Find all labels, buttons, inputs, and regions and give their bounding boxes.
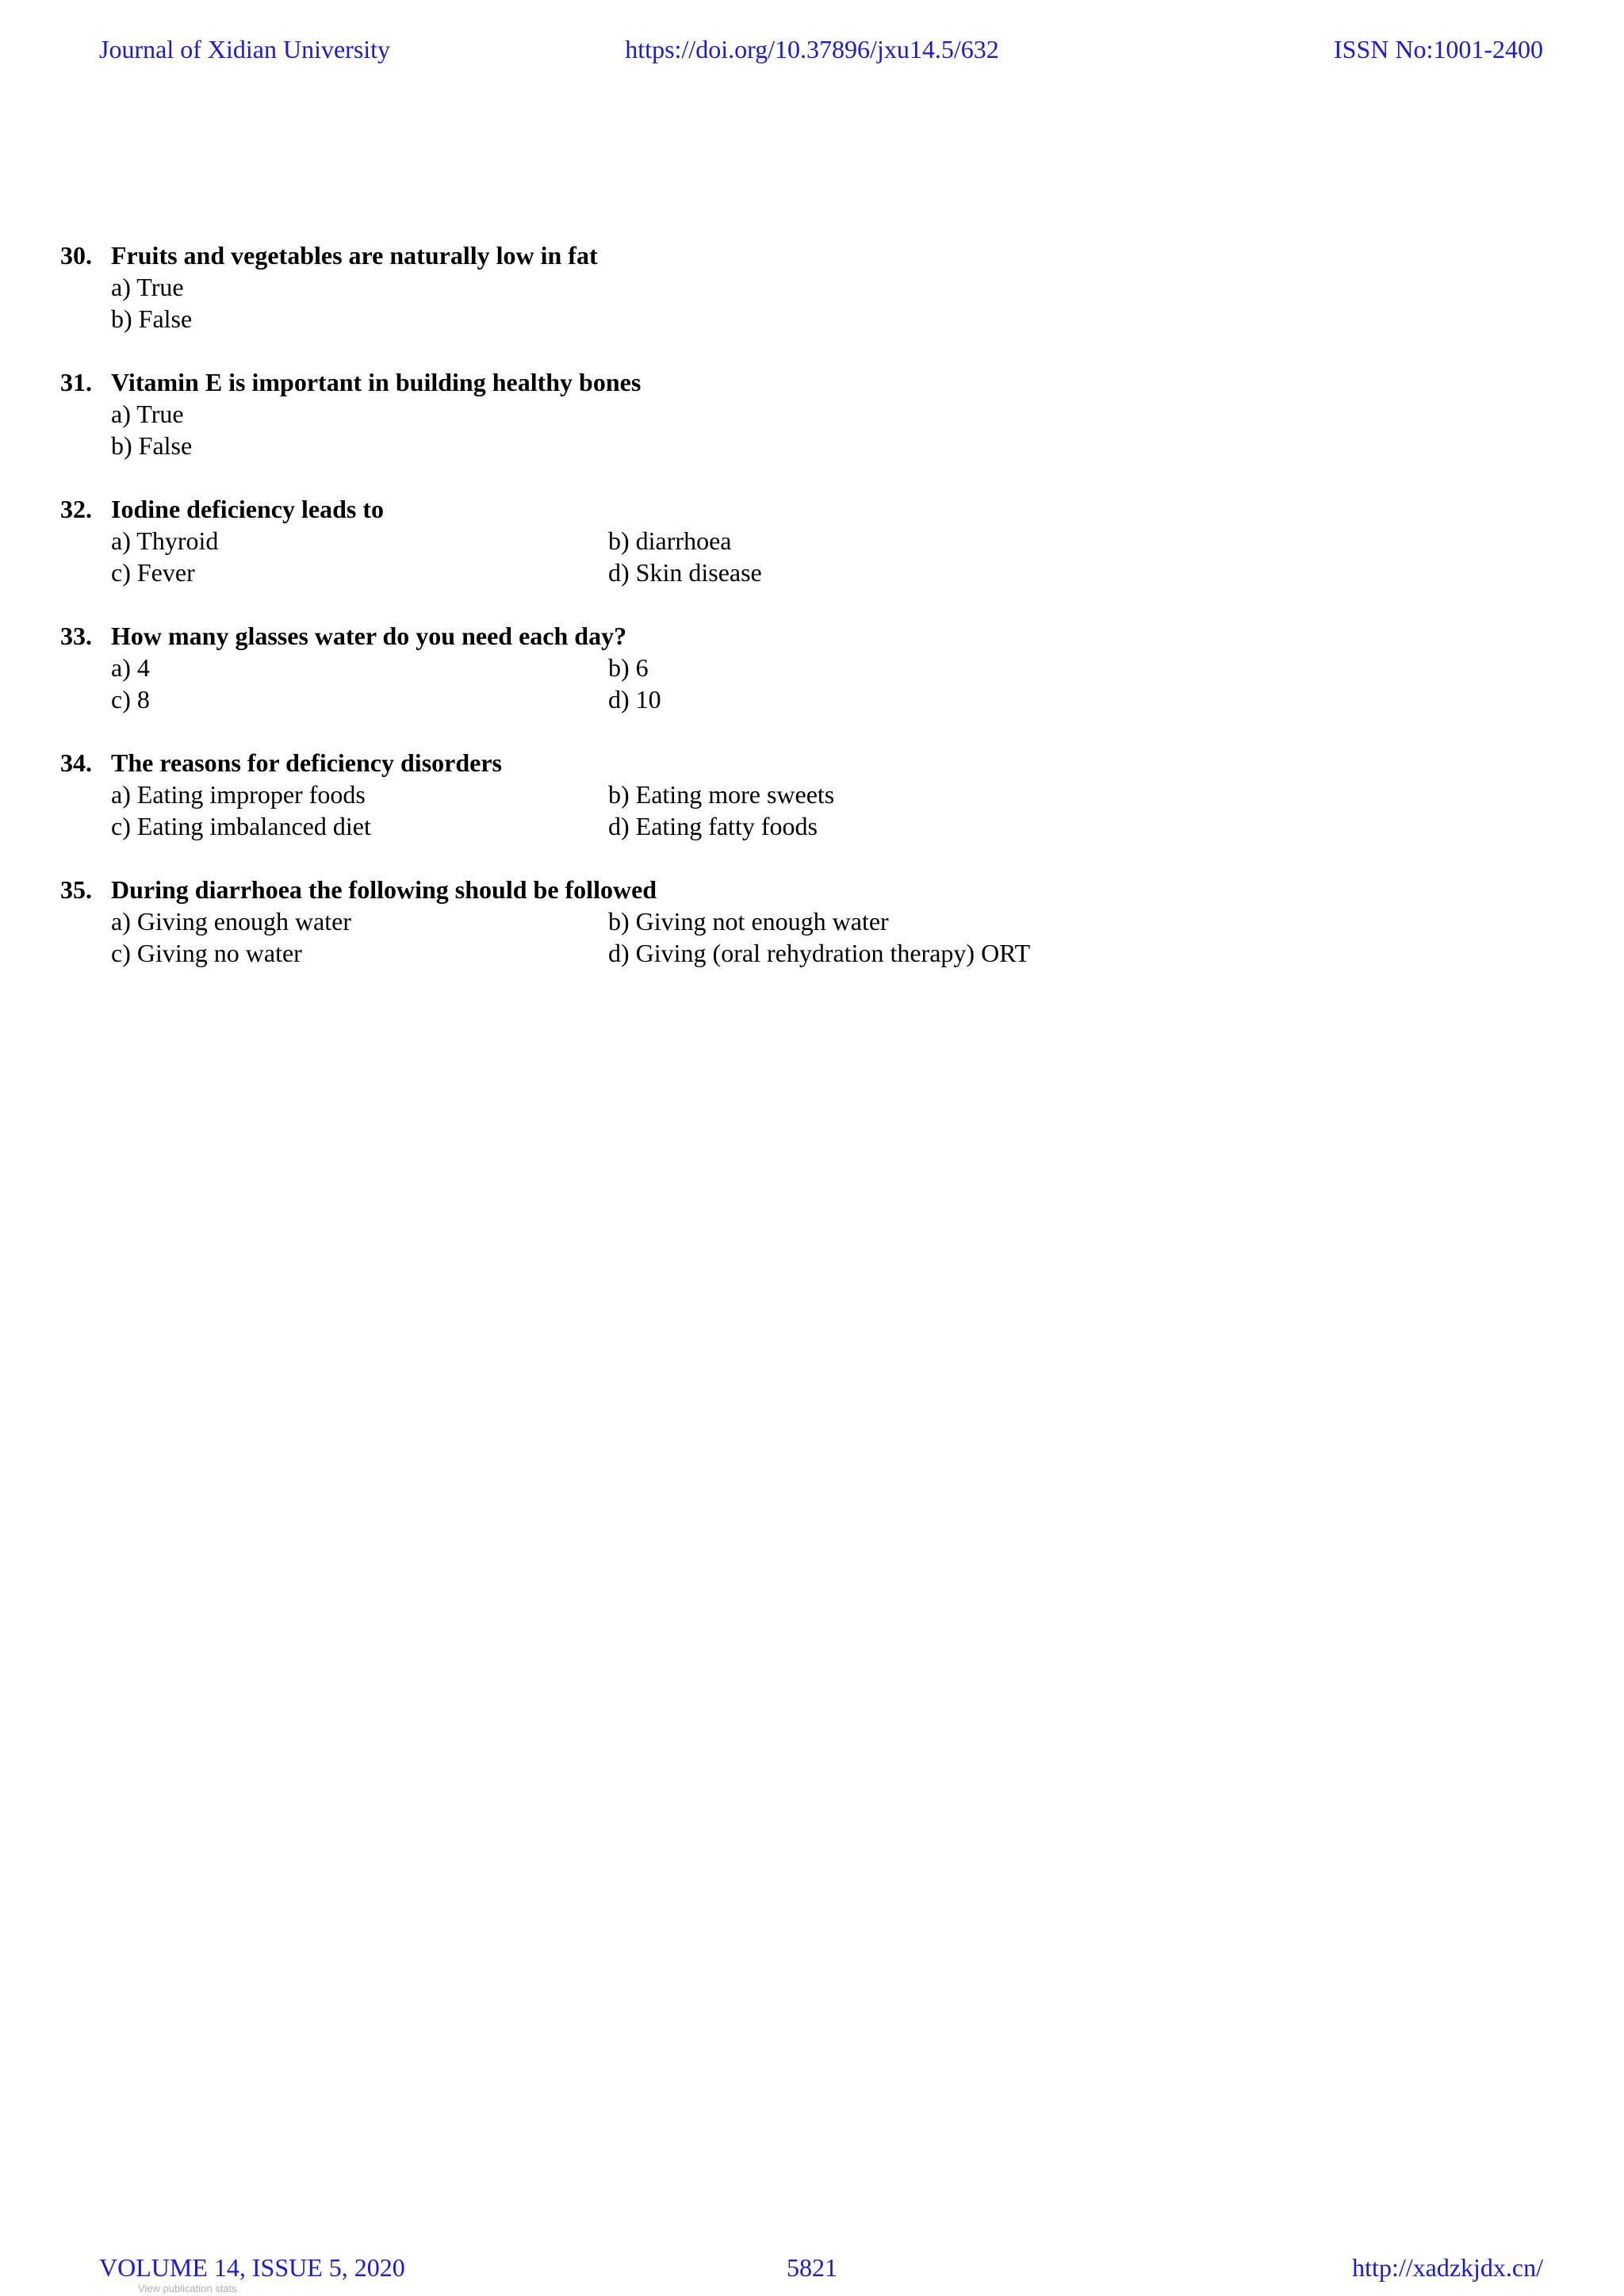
answer-option: a) True (111, 400, 184, 428)
issn-label: ISSN No:1001-2400 (1333, 35, 1543, 63)
answer-options (60, 779, 1408, 842)
question-text: Fruits and vegetables are naturally low in fat (111, 241, 598, 270)
question-title (60, 493, 1408, 525)
question-35 (60, 874, 1408, 969)
question-number: 31. (60, 368, 92, 396)
journal-name-link[interactable]: Journal of Xidian University (99, 35, 391, 63)
journal-url-link[interactable]: http://xadzkjdx.cn/ (1352, 2253, 1543, 2282)
answer-options (60, 525, 1408, 588)
question-text: Iodine deficiency leads to (111, 495, 384, 523)
answer-option: b) False (111, 304, 193, 333)
option-row (111, 398, 1408, 430)
answer-option: a) Giving enough water (111, 907, 352, 936)
view-publication-stats-link[interactable]: View publication stats (138, 2283, 237, 2294)
question-30 (60, 239, 1408, 335)
question-title (60, 874, 1408, 905)
answer-option: c) Giving no water (111, 939, 302, 967)
answer-options (60, 652, 1408, 715)
option-row (111, 271, 1408, 303)
answer-options (60, 271, 1408, 335)
question-number: 32. (60, 495, 92, 523)
page-number: 5821 (787, 2253, 837, 2282)
answer-option: b) False (111, 431, 193, 460)
option-row (111, 779, 1408, 810)
question-title (60, 747, 1408, 779)
answer-option: b) 6 (608, 653, 649, 682)
question-title (60, 620, 1408, 652)
answer-option: c) 8 (111, 685, 150, 714)
answer-option: b) Eating more sweets (608, 780, 835, 809)
question-text: Vitamin E is important in building healthy bones (111, 368, 642, 396)
option-row (111, 905, 1408, 937)
answer-option: a) 4 (111, 653, 150, 682)
question-text: How many glasses water do you need each day? (111, 622, 627, 650)
question-list (60, 239, 1408, 1001)
answer-option: b) diarrhoea (608, 526, 732, 555)
answer-option: d) 10 (608, 685, 661, 714)
question-text: The reasons for deficiency disorders (111, 748, 502, 777)
answer-option: a) Thyroid (111, 526, 219, 555)
question-32 (60, 493, 1408, 588)
doi-link[interactable]: https://doi.org/10.37896/jxu14.5/632 (625, 35, 999, 63)
question-title (60, 239, 1408, 271)
question-number: 35. (60, 875, 92, 904)
page-header (0, 32, 1624, 67)
question-31 (60, 366, 1408, 461)
option-row (111, 557, 1408, 588)
answer-option: b) Giving not enough water (608, 907, 889, 936)
question-34 (60, 747, 1408, 842)
answer-options (60, 905, 1408, 969)
answer-option: a) Eating improper foods (111, 780, 366, 809)
option-row (111, 525, 1408, 557)
option-row (111, 652, 1408, 683)
question-number: 30. (60, 241, 92, 270)
option-row (111, 683, 1408, 715)
question-text: During diarrhoea the following should be followed (111, 875, 657, 904)
answer-option: a) True (111, 273, 184, 301)
answer-options (60, 398, 1408, 461)
question-number: 34. (60, 748, 92, 777)
option-row (111, 810, 1408, 842)
question-title (60, 366, 1408, 398)
answer-option: d) Skin disease (608, 558, 762, 587)
question-number: 33. (60, 622, 92, 650)
answer-option: d) Giving (oral rehydration therapy) ORT (608, 939, 1031, 967)
option-row (111, 303, 1408, 335)
question-33 (60, 620, 1408, 715)
answer-option: c) Fever (111, 558, 195, 587)
page-footer (0, 2250, 1624, 2285)
answer-option: c) Eating imbalanced diet (111, 812, 371, 840)
option-row (111, 430, 1408, 461)
volume-issue-label: VOLUME 14, ISSUE 5, 2020 (99, 2253, 405, 2282)
option-row (111, 937, 1408, 969)
answer-option: d) Eating fatty foods (608, 812, 818, 840)
